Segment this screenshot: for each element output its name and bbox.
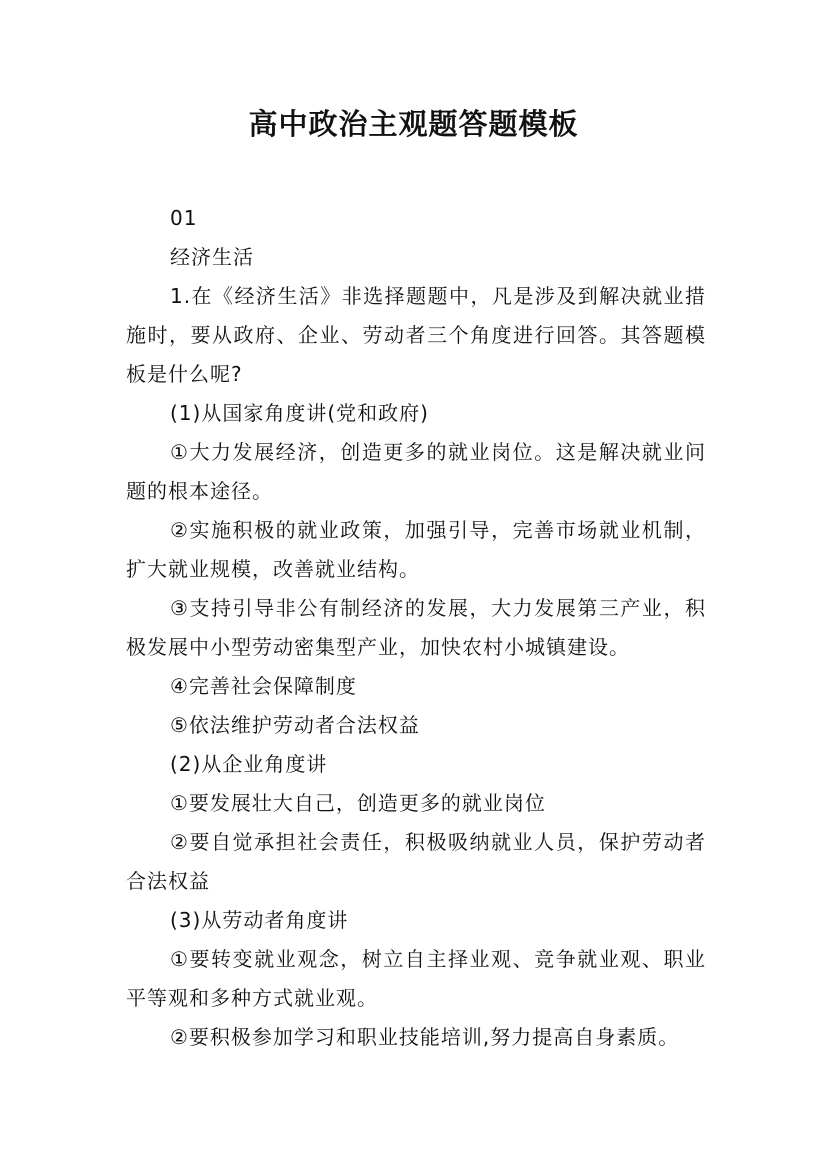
state-point-5: ⑤依法维护劳动者合法权益 — [170, 713, 420, 737]
subheading-worker: (3)从劳动者角度讲 — [170, 908, 349, 932]
state-point-4: ④完善社会保障制度 — [170, 674, 357, 698]
section-number: 01 — [170, 206, 198, 230]
document-title: 高中政治主观题答题模板 — [248, 107, 579, 141]
subheading-enterprise: (2)从企业角度讲 — [170, 752, 328, 776]
document-body — [126, 199, 706, 1057]
worker-point-2: ②要积极参加学习和职业技能培训,努力提高自身素质。 — [170, 1025, 680, 1049]
state-point-2: ②实施积极的就业政策，加强引导，完善市场就业机制，扩大就业规模，改善就业结构。 — [126, 518, 706, 581]
enterprise-point-2: ②要自觉承担社会责任，积极吸纳就业人员，保护劳动者合法权益 — [126, 830, 706, 893]
worker-point-1: ①要转变就业观念，树立自主择业观、竞争就业观、职业平等观和多种方式就业观。 — [126, 947, 706, 1010]
state-point-3: ③支持引导非公有制经济的发展，大力发展第三产业，积极发展中小型劳动密集型产业，加快农村小城镇建设。 — [126, 596, 706, 659]
enterprise-point-1: ①要发展壮大自己，创造更多的就业岗位 — [170, 791, 546, 815]
question-paragraph: 1.在《经济生活》非选择题题中，凡是涉及到解决就业措施时，要从政府、企业、劳动者三个角度进行回答。其答题模板是什么呢? — [126, 284, 706, 386]
state-point-1: ①大力发展经济，创造更多的就业岗位。这是解决就业问题的根本途径。 — [126, 440, 706, 503]
subheading-state: (1)从国家角度讲(党和政府) — [170, 401, 429, 425]
section-heading: 经济生活 — [170, 245, 254, 269]
